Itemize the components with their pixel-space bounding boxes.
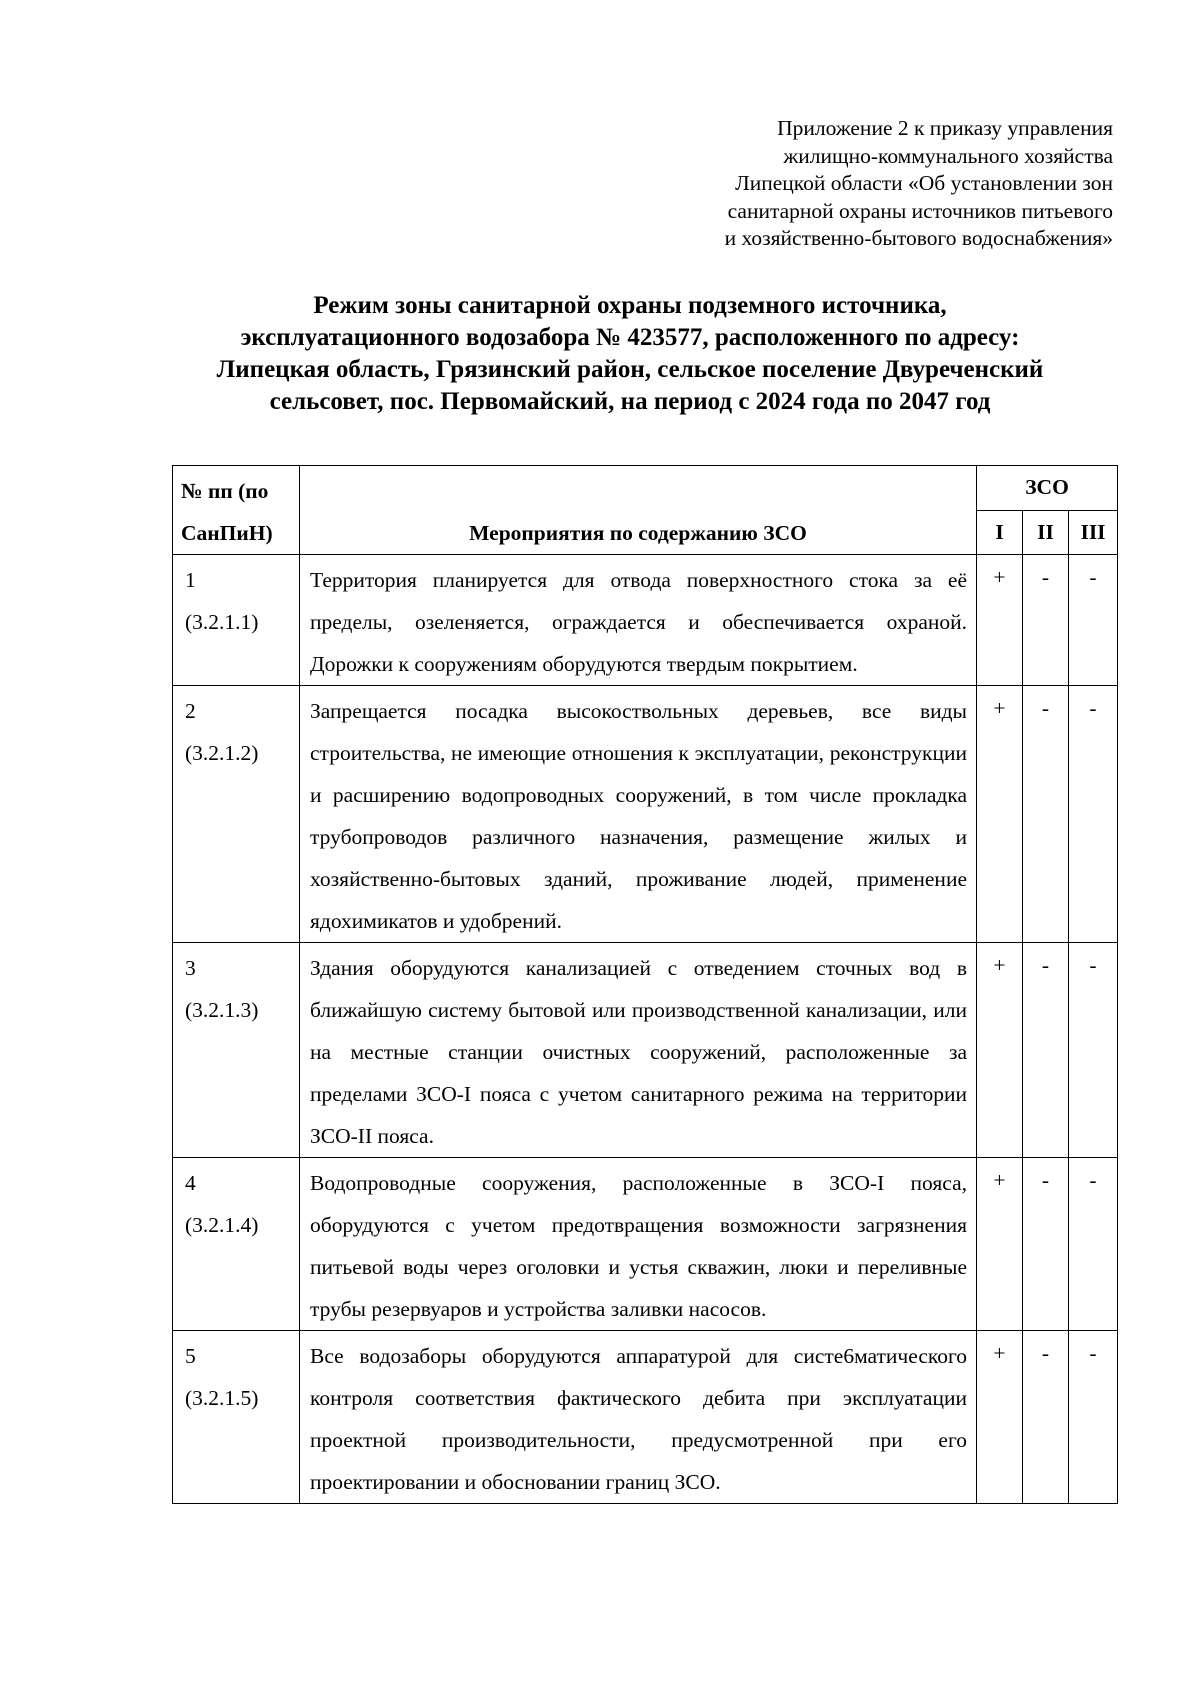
table-header-row <box>173 466 1118 511</box>
table-row <box>173 555 1118 686</box>
appendix-line: и хозяйственно-бытового водоснабжения» <box>724 226 1113 250</box>
title-line: Режим зоны санитарной охраны подземного источника, <box>313 292 947 319</box>
row-belt-1-mark: + <box>977 1158 1023 1331</box>
table-row <box>173 1331 1118 1504</box>
appendix-note <box>553 115 1113 253</box>
row-belt-2-mark: - <box>1023 943 1069 1158</box>
row-belt-2-mark: - <box>1023 555 1069 686</box>
row-belt-3-mark: - <box>1069 555 1118 686</box>
header-measures: Мероприятия по содержанию ЗСО <box>300 466 977 555</box>
row-number-cell <box>173 1158 300 1331</box>
title-line: Липецкая область, Грязинский район, сельское поселение Двуреченский <box>216 356 1044 383</box>
row-number-cell <box>173 686 300 943</box>
header-number-cell <box>173 466 300 555</box>
row-belt-1-mark: + <box>977 943 1023 1158</box>
header-number-line1: № пп (по <box>181 479 269 503</box>
appendix-line: Приложение 2 к приказу управления <box>777 116 1113 140</box>
header-belt-1: I <box>977 510 1023 555</box>
table-row <box>173 686 1118 943</box>
row-belt-2-mark: - <box>1023 1158 1069 1331</box>
row-reference: (3.2.1.2) <box>185 741 259 765</box>
row-belt-3-mark: - <box>1069 686 1118 943</box>
row-number-cell <box>173 943 300 1158</box>
row-belt-1-mark: + <box>977 555 1023 686</box>
row-measure-text: Водопроводные сооружения, расположенные в ЗСО-I пояса, оборудуются с учетом предотвращения возможности загрязнения питьевой воды через оголовки и устья скважин, люки и переливные трубы резервуаров и устройства заливки насосов. <box>300 1158 977 1331</box>
row-belt-1-mark: + <box>977 686 1023 943</box>
header-number-line2: СанПиН) <box>181 521 273 545</box>
appendix-line: жилищно-коммунального хозяйства <box>783 143 1113 168</box>
row-number: 4 <box>185 1171 196 1195</box>
row-reference: (3.2.1.5) <box>185 1386 259 1410</box>
row-belt-3-mark: - <box>1069 1331 1118 1504</box>
row-measure-text: Все водозаборы оборудуются аппаратурой для систе6матического контроля соответствия фактического дебита при эксплуатации проектной производительности, предусмотренной при его проектировании и обосновании границ ЗСО. <box>300 1331 977 1504</box>
row-belt-3-mark: - <box>1069 1158 1118 1331</box>
header-belt-3: III <box>1069 510 1118 555</box>
appendix-line: санитарной охраны источников питьевого <box>727 198 1113 223</box>
row-number: 3 <box>185 956 196 980</box>
row-measure-text: Запрещается посадка высокоствольных деревьев, все виды строительства, не имеющие отношения к эксплуатации, реконструкции и расширению водопроводных сооружений, в том числе прокладка трубопроводов различного назначения, размещение жилых и хозяйственно-бытовых зданий, проживание людей, применение ядохимикатов и удобрений. <box>300 686 977 943</box>
row-belt-3-mark: - <box>1069 943 1118 1158</box>
appendix-line: Липецкой области «Об установлении зон <box>735 171 1113 195</box>
row-belt-2-mark: - <box>1023 1331 1069 1504</box>
row-belt-2-mark: - <box>1023 686 1069 943</box>
table-row <box>173 943 1118 1158</box>
row-number: 2 <box>185 699 196 723</box>
row-belt-1-mark: + <box>977 1331 1023 1504</box>
row-measure-text: Территория планируется для отвода поверхностного стока за её пределы, озеленяется, ограждается и обеспечивается охраной. Дорожки к сооружениям оборудуются твердым покрытием. <box>300 555 977 686</box>
row-reference: (3.2.1.1) <box>185 610 259 634</box>
header-zso: ЗСО <box>977 466 1118 511</box>
header-belt-2: II <box>1023 510 1069 555</box>
row-measure-text: Здания оборудуются канализацией с отведением сточных вод в ближайшую систему бытовой или производственной канализации, или на местные станции очистных сооружений, расположенные за пределами ЗСО-I пояса с учетом санитарного режима на территории ЗСО-II пояса. <box>300 943 977 1158</box>
document-title <box>150 290 1110 418</box>
row-number-cell <box>173 1331 300 1504</box>
title-line: сельсовет, пос. Первомайский, на период с 2024 года по 2047 год <box>269 388 991 415</box>
row-number: 5 <box>185 1344 196 1368</box>
row-reference: (3.2.1.3) <box>185 998 259 1022</box>
row-number: 1 <box>185 568 196 592</box>
zso-regime-table <box>172 465 1118 1504</box>
title-line: эксплуатационного водозабора № 423577, расположенного по адресу: <box>240 324 1020 351</box>
table-row <box>173 1158 1118 1331</box>
row-reference: (3.2.1.4) <box>185 1213 259 1237</box>
row-number-cell <box>173 555 300 686</box>
